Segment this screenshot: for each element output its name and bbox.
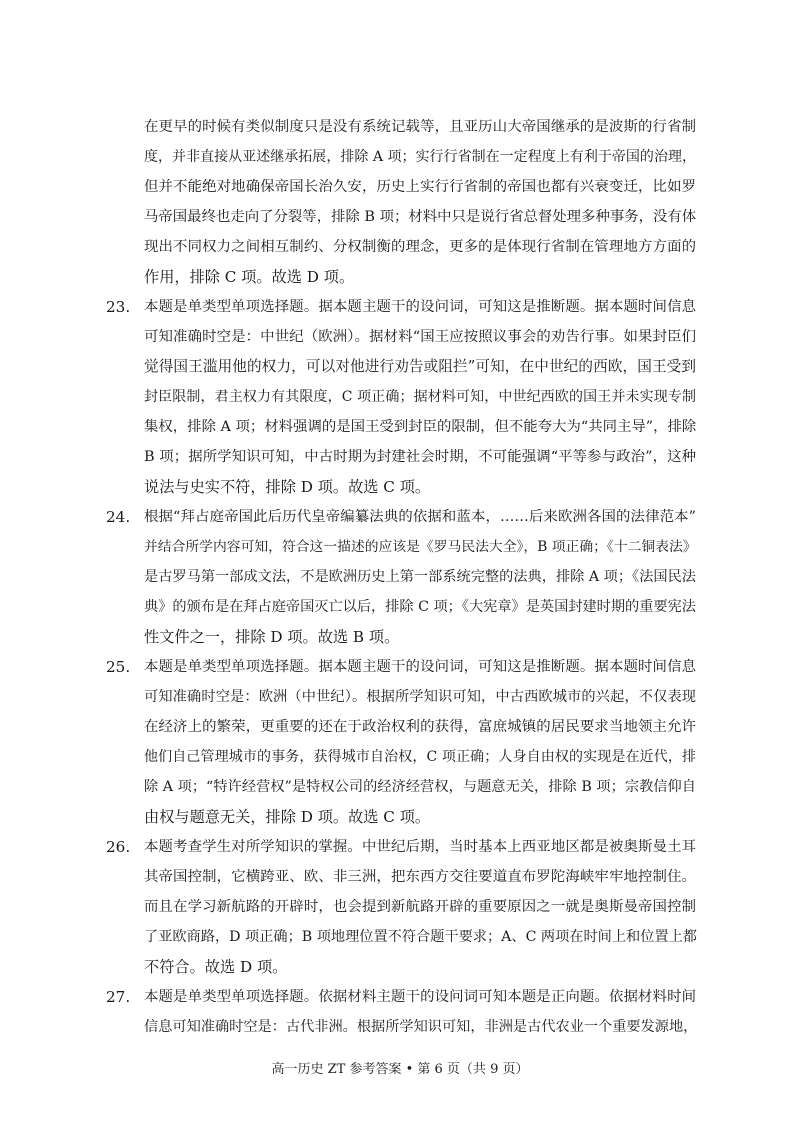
text-line: 其帝国控制，它横跨亚、欧、非三洲，把东西方交往要道直布罗陀海峡牢牢地控制住。 <box>144 869 696 885</box>
text-line: 度，并非直接从亚述继承拓展，排除 A 项；实行行省制在一定程度上有利于帝国的治理， <box>144 149 696 165</box>
text-line: 本题是单类型单项选择题。据本题主题干的设问词，可知这是推断题。据本题时间信息 <box>144 659 696 675</box>
text-line: 本题是单类型单项选择题。依据材料主题干的设问词可知本题是正向题。依据材料时间 <box>144 989 696 1005</box>
text-line: 在经济上的繁荣，更重要的还在于政治权利的获得，富庶城镇的居民要求当地领主允许 <box>144 719 696 735</box>
text-line: 他们自己管理城市的事务，获得城市自治权，C 项正确；人身自由权的实现是在近代，排 <box>144 749 696 765</box>
text-line: 由权与题意无关，排除 D 项。故选 C 项。 <box>144 808 431 826</box>
text-line: 不符合。故选 D 项。 <box>144 958 288 976</box>
text-line: 根据“拜占庭帝国此后历代皇帝编纂法典的依据和蓝本，……后来欧洲各国的法律范本” <box>144 509 696 525</box>
item-number: 27. <box>106 988 131 1006</box>
item-number: 23. <box>106 298 131 316</box>
text-line: 除 A 项；“特许经营权”是特权公司的经济经营权，与题意无关，排除 B 项；宗教信仰自 <box>144 779 696 795</box>
text-line: 作用，排除 C 项。故选 D 项。 <box>144 268 355 286</box>
text-line: 并结合所学内容可知，符合这一描述的应该是《罗马民法大全》，B 项正确；《十二铜表法》 <box>144 539 697 555</box>
text-line: 集权，排除 A 项；材料强调的是国王受到封臣的限制，但不能夸大为“共同主导”，排除 <box>144 419 697 435</box>
text-line: 马帝国最终也走向了分裂等，排除 B 项；材料中只是说行省总督处理多种事务，没有体 <box>144 209 697 225</box>
item-number: 24. <box>106 508 131 526</box>
text-line: 典》的颁布是在拜占庭帝国灭亡以后，排除 C 项；《大宪章》是英国封建时期的重要宪法 <box>144 599 696 615</box>
text-line: 是古罗马第一部成文法，不是欧洲历史上第一部系统完整的法典，排除 A 项；《法国民法 <box>144 569 696 585</box>
text-line: 本题是单类型单项选择题。据本题主题干的设问词，可知这是推断题。据本题时间信息 <box>144 299 696 315</box>
text-line: 了亚欧商路，D 项正确；B 项地理位置不符合题干要求；A、C 两项在时间上和位置上都 <box>144 929 697 945</box>
page-footer: 高一历史 ZT 参考答案 • 第 6 页（共 9 页） <box>271 1062 529 1077</box>
text-line: 信息可知准确时空是：古代非洲。根据所学知识可知，非洲是古代农业一个重要发源地， <box>144 1019 698 1035</box>
text-line: 而且在学习新航路的开辟时，也会提到新航路开辟的重要原因之一就是奥斯曼帝国控制 <box>144 899 696 915</box>
text-line: 本题考查学生对所学知识的掌握。中世纪后期，当时基本上西亚地区都是被奥斯曼土耳 <box>144 839 696 855</box>
text-line: 说法与史实不符，排除 D 项。故选 C 项。 <box>144 478 431 496</box>
text-line: 在更早的时候有类似制度只是没有系统记载等，且亚历山大帝国继承的是波斯的行省制 <box>144 119 696 135</box>
text-line: 觉得国王滥用他的权力，可以对他进行劝告或阻拦”可知，在中世纪的西欧，国王受到 <box>144 358 696 375</box>
text-line: B 项；据所学知识可知，中古时期为封建社会时期，不可能强调“平等参与政治”，这种 <box>144 449 696 465</box>
text-line: 可知准确时空是：欧洲（中世纪）。根据所学知识可知，中古西欧城市的兴起，不仅表现 <box>144 689 696 705</box>
text-line: 但并不能绝对地确保帝国长治久安，历史上实行行省制的帝国也都有兴衰变迁，比如罗 <box>144 179 696 195</box>
text-line: 性文件之一，排除 D 项。故选 B 项。 <box>144 628 400 646</box>
item-number: 26. <box>106 838 131 856</box>
text-line: 现出不同权力之间相互制约、分权制衡的理念，更多的是体现行省制在管理地方方面的 <box>144 239 696 255</box>
item-number: 25. <box>106 658 131 676</box>
text-line: 可知准确时空是：中世纪（欧洲）。据材料“国王应按照议事会的劝告行事。如果封臣们 <box>144 329 696 345</box>
text-line: 封臣限制，君主权力有其限度，C 项正确；据材料可知，中世纪西欧的国王并未实现专制 <box>144 389 696 405</box>
